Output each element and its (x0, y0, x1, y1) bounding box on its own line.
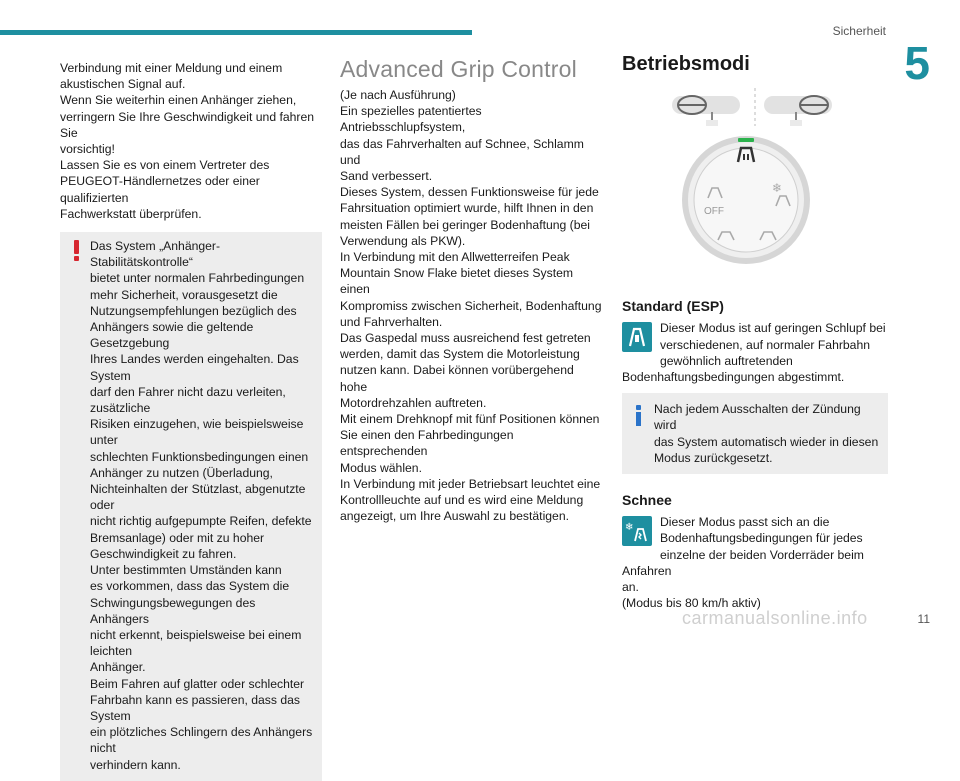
snow-mode-heading: Schnee (622, 492, 672, 509)
header-accent-bar (0, 30, 472, 35)
watermark: carmanualsonline.info (682, 608, 868, 628)
standard-mode-text: Dieser Modus ist auf geringen Schlupf bei verschiedenen, auf normaler Fahrbahn gewöhnlich auftretenden Bodenhaftungsbedingungen abgestimmt. (622, 321, 886, 385)
column-middle (340, 87, 602, 524)
mode-dial-illustration (622, 82, 888, 298)
svg-text:❄: ❄ (625, 522, 634, 534)
chapter-number: 5 (904, 37, 930, 89)
warning-box (60, 232, 322, 781)
column-left (60, 60, 322, 781)
advanced-grip-body: (Je nach Ausführung) Ein spezielles patentiertes Antriebsschlupfsystem, das das Fahrverhalten auf Schnee, Schlamm und Sand verbessert. Dieses System, dessen Funktionsweise für jede Fahrsituation optimiert wurde, hilft Ihnen in den meisten Fällen bei geringer Bodenhaftung (bei Verwendung als PKW). In Verbindung mit den Allwetterreifen Peak Mountain Snow Flake bietet dieses System einen Kompromiss zwischen Sicherheit, Bodenhaftung und Fahrverhalten. Das Gaspedal muss ausreichend fest getreten werden, damit das System die Motorleistung nutzen kann. Dabei können vorübergehend hohe Motordrehzahlen auftreten. Mit einem Drehknopf mit fünf Positionen können Sie einen den Fahrbedingungen entsprechenden Modus wählen. In Verbindung mit jeder Betriebsart leuchtet eine Kontrollleuchte auf und es wird eine Meldung angezeigt, um Ihre Auswahl zu bestätigen. (340, 88, 602, 524)
info-text: Nach jedem Ausschalten der Zündung wird das System automatisch wieder in diesen Modus zurückgesetzt. (654, 402, 879, 465)
page-number: 11 (917, 612, 930, 626)
warning-text: Das System „Anhänger-Stabilitätskontrolle“ bietet unter normalen Fahrbedingungen mehr Sicherheit, vorausgesetzt die Nutzungsempfehlungen bezüglich des Anhängers sowie die geltende Gesetzgebung Ihres Landes werden eingehalten. Das System darf den Fahrer nicht dazu verleiten, zusätzliche Risiken einzugehen, wie beispielsweise unter schlechten Funktionsbedingungen einen Anhänger zu nutzen (Überladung, Nichteinhalten der Stützlast, abgenutzte oder nicht richtig aufgepumpte Reifen, defekte Bremsanlage) oder mit zu hoher Geschwindigkeit zu fahren. Unter bestimmten Umständen kann es vorkommen, dass das System die Schwingungsbewegungen des Anhängers nicht erkennt, beispielsweise bei einem leichten Anhänger. Beim Fahren auf glatter oder schlechter Fahrbahn kann es passieren, dass das System ein plötzliches Schlingern des Anhängers nicht verhindern kann. (90, 239, 313, 772)
steering-wheel-right-icon (764, 96, 832, 126)
standard-mode-heading: Standard (ESP) (622, 298, 724, 315)
advanced-grip-title: Advanced Grip Control (340, 56, 577, 82)
warning-icon (74, 240, 80, 260)
snow-mode-text: Dieser Modus passt sich an die Bodenhaftungsbedingungen für jedes einzelne der beiden Vorderräder beim Anfahren an. (Modus bis 80 km/h aktiv) (622, 515, 864, 611)
column-right (622, 53, 888, 611)
intro-paragraph: Verbindung mit einer Meldung und einem akustischen Signal auf. Wenn Sie weiterhin einen Anhänger ziehen, verringern Sie Ihre Geschwindigkeit und fahren Sie vorsichtig! Lassen Sie es von einem Vertreter des PEUGEOT-Händlernetzes oder einer qualifizierten Fachwerkstatt überprüfen. (60, 61, 315, 221)
snow-mode-block (622, 514, 888, 611)
betriebsmodi-title: Betriebsmodi (622, 53, 750, 75)
svg-text:❄: ❄ (772, 181, 783, 196)
svg-text:OFF: OFF (704, 206, 724, 218)
standard-mode-icon (622, 322, 652, 352)
steering-wheel-left-icon (672, 96, 740, 126)
info-icon (636, 405, 642, 427)
standard-mode-block (622, 320, 888, 385)
mode-dial-knob (682, 136, 810, 264)
info-box (622, 393, 888, 474)
snow-mode-icon (622, 516, 652, 546)
section-title: Sicherheit (832, 24, 886, 38)
